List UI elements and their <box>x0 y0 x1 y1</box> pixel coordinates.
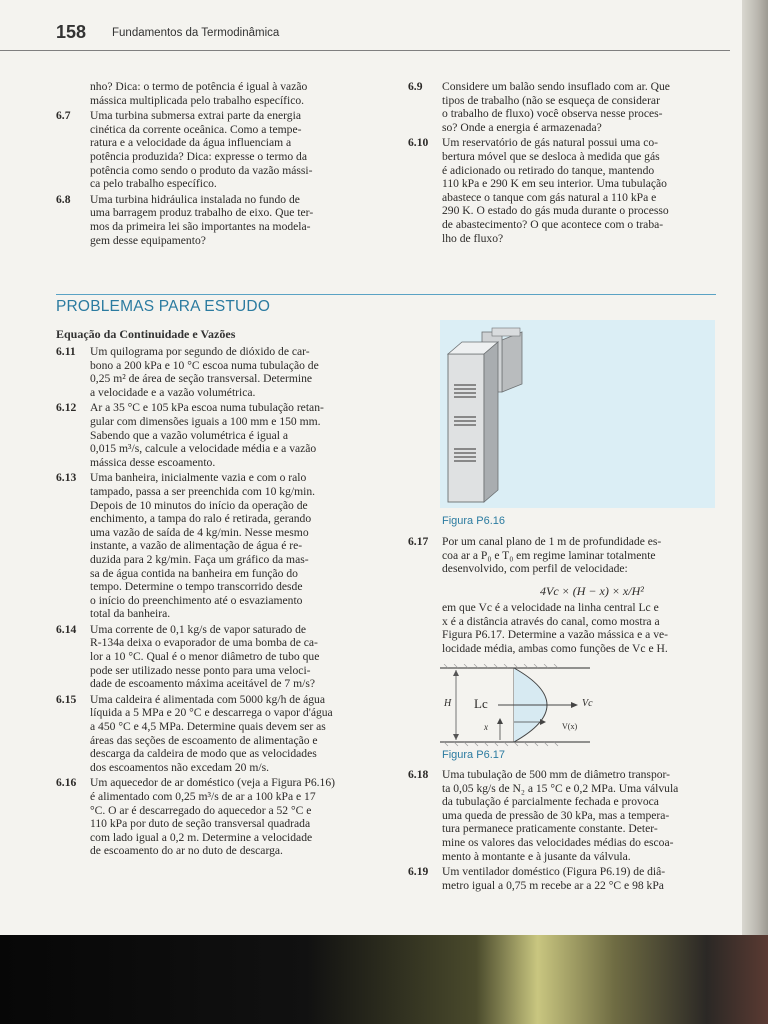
velocity-profile-formula: 4Vc × (H − x) × x/H² <box>540 584 644 598</box>
problem-text: Uma caldeira é alimentada com 5000 kg/h de água líquida a 5 MPa e 20 °C e descarrega o vapor d'água a 450 °C e 4,5 MPa. Determine quais devem ser as áreas das seções de escoamento de alimentação e descarga da caldeira de modo que as velocidades dos escoamentos não excedam 20 m/s. <box>90 692 333 774</box>
problem-item <box>408 865 714 892</box>
header-rule <box>0 50 730 51</box>
problem-number: 6.16 <box>56 776 77 790</box>
figure-p6-17 <box>440 664 715 748</box>
problem-text-b: em que Vc é a velocidade na linha central Lc e x é a distância através do canal, como mostra a Figura P6.17. Determine a vazão mássica e a ve- locidade média, ambas como funções de Vc e H. <box>442 601 668 655</box>
problem-text: Considere um balão sendo insuflado com ar. Que tipos de trabalho (não se esqueça de considerar o trabalho de fluxo) você observa nesse proces- so? Onde a energia é armazenada? <box>442 80 670 134</box>
air-heater-illustration <box>440 320 715 508</box>
section-rule <box>56 294 716 295</box>
problem-item <box>56 192 372 247</box>
problem-number: 6.10 <box>408 136 429 150</box>
book-spine-shadow <box>742 0 768 935</box>
problem-text-a: Por um canal plano de 1 m de profundidade es- coa ar a P₀ e T₀ em regime laminar totalmente desenvolvido, com perfil de velocidade: <box>442 535 662 576</box>
problem-number: 6.18 <box>408 768 429 781</box>
top-left-column <box>56 80 372 249</box>
problem-item <box>56 692 372 775</box>
problem-item <box>56 776 372 858</box>
problem-text: Uma banheira, inicialmente vazia e com o ralo tampado, passa a ser preenchida com 10 kg/min. Depois de 10 minutos do início da operação de enchimento, a tampa do ralo é retirada, gerando uma vazão de saída de 4 kg/min. Nesse mesmo instante, a vazão de alimentação de água é re- duzida para 2 kg/min. Faça um gráfico da mas- sa de água contida na banheira em função do tempo. Determine o tempo transcorrido desde o início do preenchimento até o esvaziamento total da banheira. <box>90 471 316 621</box>
page-number: 158 <box>56 22 87 42</box>
page-header <box>0 8 742 48</box>
problem-number: 6.14 <box>56 622 77 636</box>
figure-p6-16-caption: Figura P6.16 <box>442 515 505 527</box>
problem-text: Um ventilador doméstico (Figura P6.19) de diâ- metro igual a 0,75 m recebe ar a 22 °C e 98 kPa <box>442 865 666 892</box>
problem-item <box>56 471 372 621</box>
problem-number: 6.8 <box>56 192 71 206</box>
problem-number: 6.12 <box>56 401 77 415</box>
problem-item <box>408 768 714 863</box>
problem-number: 6.7 <box>56 109 71 123</box>
problem-item <box>56 109 372 191</box>
problems-right-column <box>408 768 714 894</box>
problem-number: 6.19 <box>408 865 429 879</box>
problem-text: Uma tubulação de 500 mm de diâmetro transpor- ta 0,05 kg/s de N₂ a 15 °C e 0,2 MPa. Uma válvula da tubulação é parcialmente fechada e provoca uma queda de pressão de 30 kPa, mas a tempera- tura permanece praticamente constante. Deter- mine os valores das velocidades médias do escoa- mento à montante e à jusante da válvula. <box>442 768 679 863</box>
problem-text: Um quilograma por segundo de dióxido de car- bono a 200 kPa e 10 °C escoa numa tubulação de 0,25 m² de área de seção transversal. Determine a velocidade e a vazão volumétrica. <box>90 345 319 399</box>
problem-number: 6.13 <box>56 471 77 485</box>
problem-number: 6.15 <box>56 692 77 706</box>
section-title: PROBLEMAS PARA ESTUDO <box>56 298 271 315</box>
problem-item <box>408 136 714 245</box>
problem-6-17 <box>408 535 714 578</box>
problem-number: 6.9 <box>408 80 423 93</box>
figure-p6-17-caption: Figura P6.17 <box>442 749 505 761</box>
label-vx: V(x) <box>562 722 578 731</box>
background-below-page <box>0 935 768 1024</box>
label-x: x <box>484 722 488 732</box>
problem-item <box>90 80 372 107</box>
problem-number: 6.17 <box>408 535 429 548</box>
problem-item <box>56 401 372 469</box>
problem-item <box>408 80 714 134</box>
problem-item <box>56 345 372 399</box>
figure-p6-16 <box>440 320 715 508</box>
problem-6-17-continued <box>442 601 714 657</box>
problem-text: nho? Dica: o termo de potência é igual à vazão mássica multiplicada pelo trabalho específico. <box>90 80 308 107</box>
problem-text: Uma corrente de 0,1 kg/s de vapor saturado de R-134a deixa o evaporador de uma bomba de ca- lor a 10 °C. Qual é o menor diâmetro de tubo que pode ser utilizado nesse ponto para uma veloci- dade de escoamento máxima aceitável de 7 m/s? <box>90 622 320 691</box>
problem-item <box>56 622 372 691</box>
problem-text: Um reservatório de gás natural possui uma co- bertura móvel que se desloca à medida que gás é adicionado ou retirado do tanque, mantendo 110 kPa e 290 K em seu interior. Uma tubulação abastece o tanque com gás natural a 110 kPa e 290 K. O estado do gás muda durante o processo de abastecimento? O que acontece com o traba- lho de fluxo? <box>442 136 669 245</box>
problem-text: Uma turbina submersa extrai parte da energia cinética da corrente oceânica. Como a tempe- ratura e a velocidade da água influenciam a potência produzida? Dica: expresse o termo da potência como sendo o produto da vazão mássi- ca pelo trabalho específico. <box>90 109 313 191</box>
running-title: Fundamentos da Termodinâmica <box>112 27 280 39</box>
label-lc: Lc <box>474 696 488 711</box>
subsection-title: Equação da Continuidade e Vazões <box>56 327 236 341</box>
label-vc: Vc <box>582 698 593 709</box>
problem-number: 6.11 <box>56 345 76 358</box>
label-h: H <box>444 698 452 709</box>
problem-text: Uma turbina hidráulica instalada no fundo de uma barragem produz trabalho de eixo. Que ter- mos da primeira lei são importantes na modela- gem desse equipamento? <box>90 192 314 247</box>
problem-text: Um aquecedor de ar doméstico (veja a Figura P6.16) é alimentado com 0,25 m³/s de ar a 100 kPa e 17 °C. O ar é descarregado do aquecedor a 52 °C e 110 kPa por duto de seção transversal quadrada com lado igual a 0,2 m. Determine a velocidade de escoamento do ar no duto de descarga. <box>90 776 335 858</box>
problem-text: Ar a 35 °C e 105 kPa escoa numa tubulação retan- gular com dimensões iguais a 100 mm e 150 mm. Sabendo que a vazão volumétrica é igual a 0,015 m³/s, calcule a velocidade média e a vazão mássica desse escoamento. <box>90 401 324 469</box>
problems-left-column <box>56 345 372 860</box>
top-right-column <box>408 80 714 247</box>
